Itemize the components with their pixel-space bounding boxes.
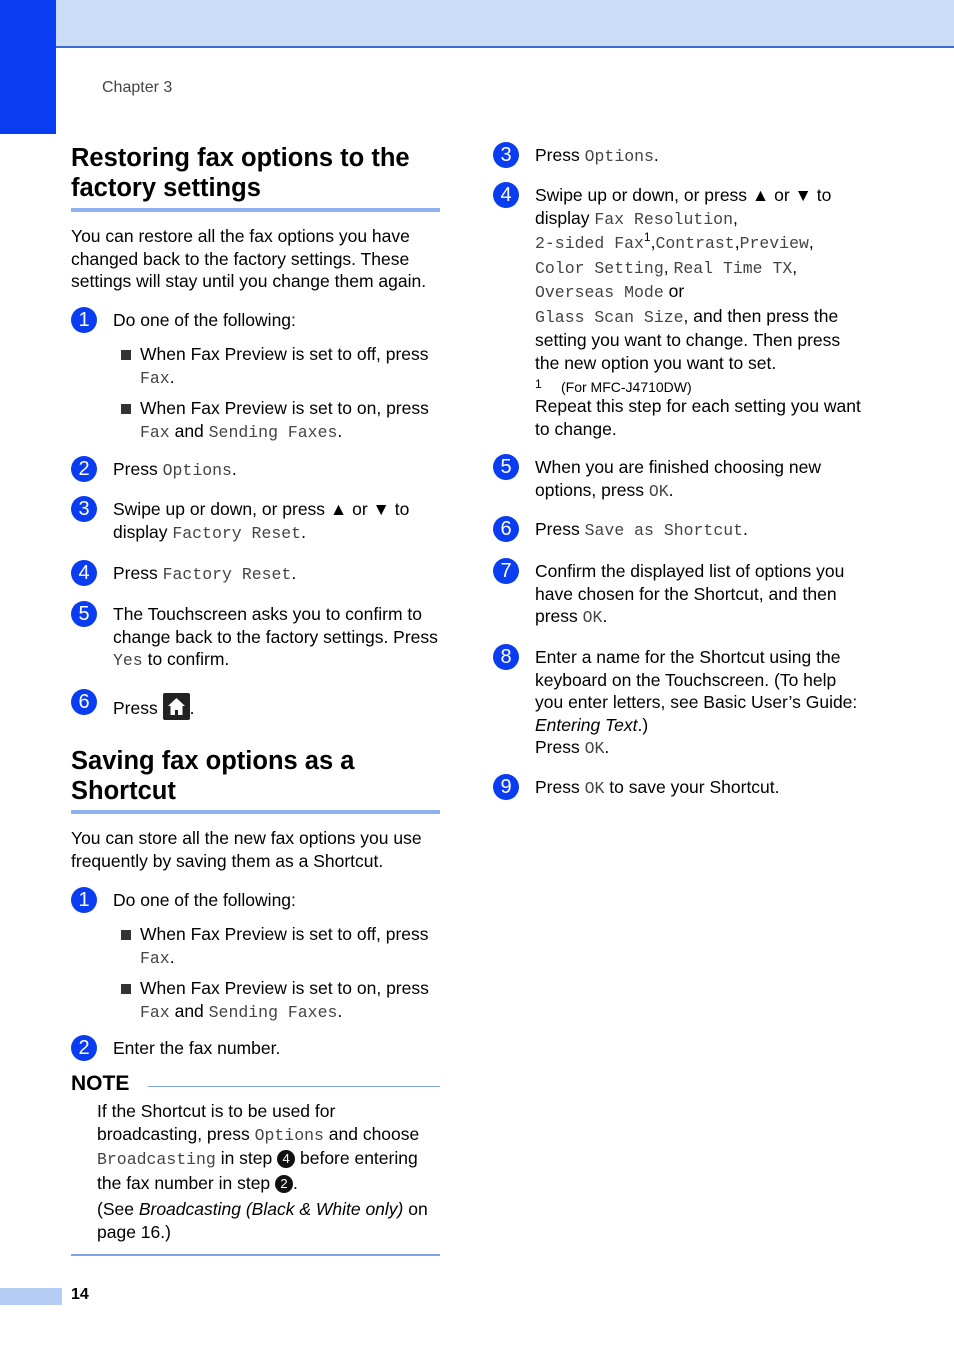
bullet-square-icon: [121, 350, 131, 360]
code-text: Save as Shortcut: [584, 521, 744, 540]
cross-reference-link[interactable]: Broadcasting (Black & White only): [138, 1199, 404, 1219]
title-rule: [71, 208, 440, 212]
step-text: Do one of the following:: [113, 310, 296, 330]
page-number: 14: [71, 1286, 89, 1303]
step-number: 4: [71, 560, 97, 586]
step-number: 2: [71, 456, 97, 482]
code-text: Color Setting: [535, 258, 664, 278]
code-text: Fax: [140, 1002, 170, 1022]
step-number: 5: [71, 601, 97, 627]
code-text: Glass Scan Size: [535, 307, 684, 327]
code-text: Factory Reset: [162, 565, 292, 584]
step-number: 5: [493, 454, 519, 480]
code-text: OK: [582, 608, 603, 627]
repeat-instruction: Repeat this step for each setting you want to change.: [535, 396, 861, 439]
code-text: OK: [584, 779, 605, 798]
step-number: 3: [71, 496, 97, 522]
code-text: Options: [162, 461, 232, 480]
bullet-square-icon: [121, 404, 131, 414]
note-paragraph: If the Shortcut is to be used for broadcasting, press Options and choose Broadcasting in step 4 before entering the fax number in step 2 .: [97, 1101, 420, 1193]
code-text: OK: [648, 481, 669, 501]
step-number: 8: [493, 644, 519, 670]
code-text: Sending Faxes: [208, 1002, 338, 1022]
note-end-rule: [71, 1254, 440, 1256]
code-text: Yes: [113, 651, 143, 670]
step-number: 6: [493, 516, 519, 542]
step-number: 7: [493, 558, 519, 584]
code-text: Options: [254, 1125, 324, 1145]
footnote-text: (For MFC-J4710DW): [561, 379, 692, 395]
footnote-number: 1: [535, 377, 542, 391]
bullet-text: When Fax Preview is set to off, press: [140, 344, 429, 364]
bullet-square-icon: [121, 984, 131, 994]
code-text: Preview: [739, 234, 809, 253]
note-rule: [148, 1086, 440, 1087]
page-number-bar: [0, 1288, 62, 1305]
note-reference: (See Broadcasting (Black & White only) on page 16.): [97, 1199, 428, 1242]
code-text: 2-sided Fax: [535, 234, 644, 253]
title-rule: [71, 810, 440, 814]
bullet-square-icon: [121, 930, 131, 940]
bullet-text: When Fax Preview is set to on, press: [140, 398, 429, 418]
step-number: 1: [71, 307, 97, 333]
code-text: Fax: [140, 948, 170, 968]
cross-reference-link[interactable]: Entering Text: [535, 714, 638, 735]
step-number: 2: [71, 1035, 97, 1061]
code-text: Sending Faxes: [208, 422, 338, 442]
header-band: [56, 0, 954, 48]
chapter-tab: [0, 0, 56, 134]
code-text: Factory Reset: [172, 523, 302, 543]
code-text: Contrast: [655, 234, 735, 253]
code-text: Broadcasting: [97, 1150, 216, 1169]
step-number: 3: [493, 142, 519, 168]
code-text: Fax: [140, 368, 170, 388]
step-text: Do one of the following:: [113, 890, 296, 910]
code-text: OK: [584, 739, 605, 758]
footnote-ref: 1: [643, 230, 651, 245]
note-title: NOTE: [71, 1072, 130, 1095]
section-title-restoring: Restoring fax options to the factory settings: [71, 144, 410, 202]
chapter-label: Chapter 3: [102, 79, 173, 96]
step-number: 6: [71, 689, 97, 715]
code-text: Overseas Mode: [535, 283, 664, 302]
code-text: Options: [584, 147, 654, 166]
step-number: 4: [493, 182, 519, 208]
step-ref-badge: 2: [275, 1175, 293, 1193]
step-text: Enter the fax number.: [113, 1038, 281, 1058]
home-icon: [163, 693, 190, 720]
code-text: Fax: [140, 422, 170, 442]
code-text: Fax Resolution: [594, 209, 733, 229]
code-text: Real Time TX: [673, 258, 793, 278]
intro-paragraph: You can store all the new fax options you use frequently by saving them as a Shortcut.: [71, 828, 422, 871]
section-title-saving: Saving fax options as a Shortcut: [71, 747, 355, 805]
step-ref-badge: 4: [277, 1150, 295, 1168]
step-number: 1: [71, 887, 97, 913]
intro-paragraph: You can restore all the fax options you have changed back to the factory settings. These settings will stay until you change them again.: [71, 226, 427, 291]
step-number: 9: [493, 774, 519, 800]
